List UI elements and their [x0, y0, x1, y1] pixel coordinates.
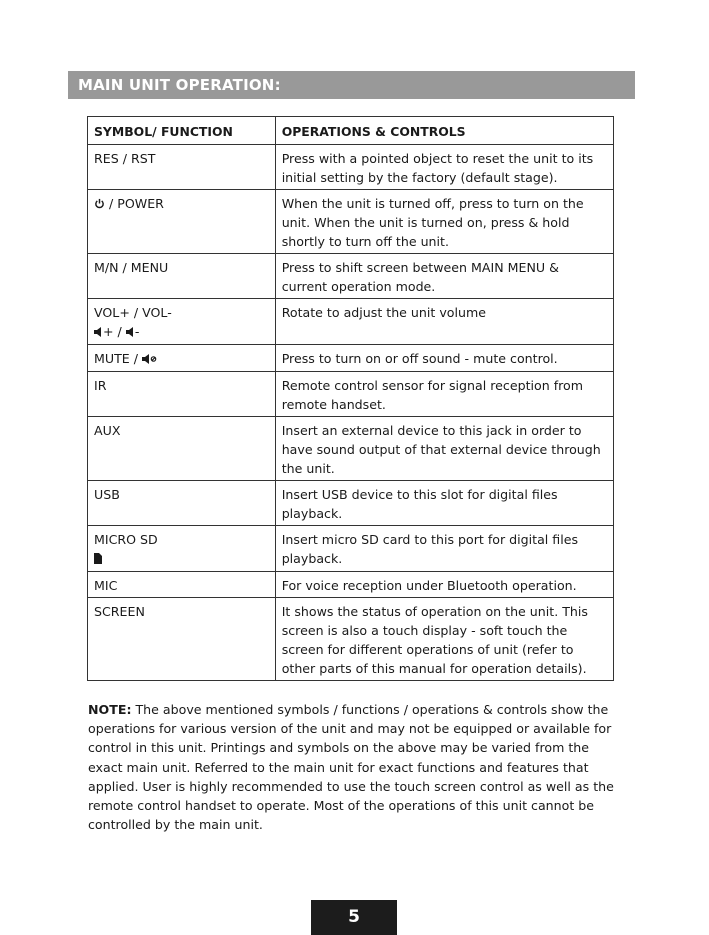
operation-cell: Insert an external device to this jack in order to have sound output of that external device through the unit.: [275, 417, 613, 481]
operation-cell: When the unit is turned off, press to turn on the unit. When the unit is turned on, press & hold shortly to turn off the unit.: [275, 190, 613, 254]
speaker-icon: [126, 323, 135, 342]
table-row: [88, 299, 614, 345]
symbol-cell: [88, 190, 276, 254]
table-row: [88, 417, 614, 481]
symbol-text: / POWER: [109, 196, 164, 211]
symbol-cell: RES / RST: [88, 145, 276, 190]
symbol-cell: MIC: [88, 572, 276, 598]
symbol-text: MUTE /: [94, 351, 138, 366]
operation-cell: Press with a pointed object to reset the unit to its initial setting by the factory (default stage).: [275, 145, 613, 190]
symbol-text: VOL+ / VOL-: [94, 305, 172, 320]
column-header-symbol: SYMBOL/ FUNCTION: [88, 117, 276, 145]
table-row: [88, 145, 614, 190]
sd-card-icon: [94, 550, 102, 569]
table-row: [88, 572, 614, 598]
section-title: MAIN UNIT OPERATION:: [68, 71, 635, 99]
table-row: [88, 598, 614, 681]
table-row: [88, 345, 614, 372]
symbol-cell: [88, 345, 276, 372]
operation-cell: Rotate to adjust the unit volume: [275, 299, 613, 345]
note-label: NOTE:: [88, 702, 132, 717]
column-header-operations: OPERATIONS & CONTROLS: [275, 117, 613, 145]
operation-cell: Press to turn on or off sound - mute control.: [275, 345, 613, 372]
operation-cell: It shows the status of operation on the unit. This screen is also a touch display - soft touch the screen for different operations of unit (refer to other parts of this manual for operation details).: [275, 598, 613, 681]
speaker-icon: [94, 323, 103, 342]
symbol-text: MICRO SD: [94, 532, 158, 547]
table-row: [88, 190, 614, 254]
volume-up-text: + /: [103, 324, 122, 339]
symbol-cell: IR: [88, 372, 276, 417]
note-text: The above mentioned symbols / functions / operations & controls show the operations for various version of the unit and may not be equipped or available for control in this unit. Printings and symbols on the above may be varied from the exact main unit. Referred to the main unit for exact functions and features that applied. User is highly recommended to use the touch screen control as well as the remote control handset to operate. Most of the operations of this unit cannot be controlled by the main unit.: [88, 702, 614, 833]
operation-cell: Insert micro SD card to this port for digital files playback.: [275, 526, 613, 572]
symbol-cell: [88, 299, 276, 345]
speaker-mute-icon: [142, 350, 157, 369]
symbol-cell: AUX: [88, 417, 276, 481]
table-row: [88, 526, 614, 572]
operation-cell: Remote control sensor for signal reception from remote handset.: [275, 372, 613, 417]
page-number: 5: [311, 900, 397, 935]
operations-table: [87, 116, 614, 681]
operation-cell: Press to shift screen between MAIN MENU & current operation mode.: [275, 254, 613, 299]
symbol-cell: SCREEN: [88, 598, 276, 681]
symbol-cell: M/N / MENU: [88, 254, 276, 299]
table-row: [88, 372, 614, 417]
table-row: [88, 481, 614, 526]
table-header-row: [88, 117, 614, 145]
volume-down-text: -: [134, 324, 140, 339]
table-row: [88, 254, 614, 299]
operation-cell: Insert USB device to this slot for digital files playback.: [275, 481, 613, 526]
symbol-cell: USB: [88, 481, 276, 526]
power-icon: [94, 195, 105, 214]
operation-cell: For voice reception under Bluetooth operation.: [275, 572, 613, 598]
note-paragraph: [88, 700, 618, 834]
symbol-cell: [88, 526, 276, 572]
